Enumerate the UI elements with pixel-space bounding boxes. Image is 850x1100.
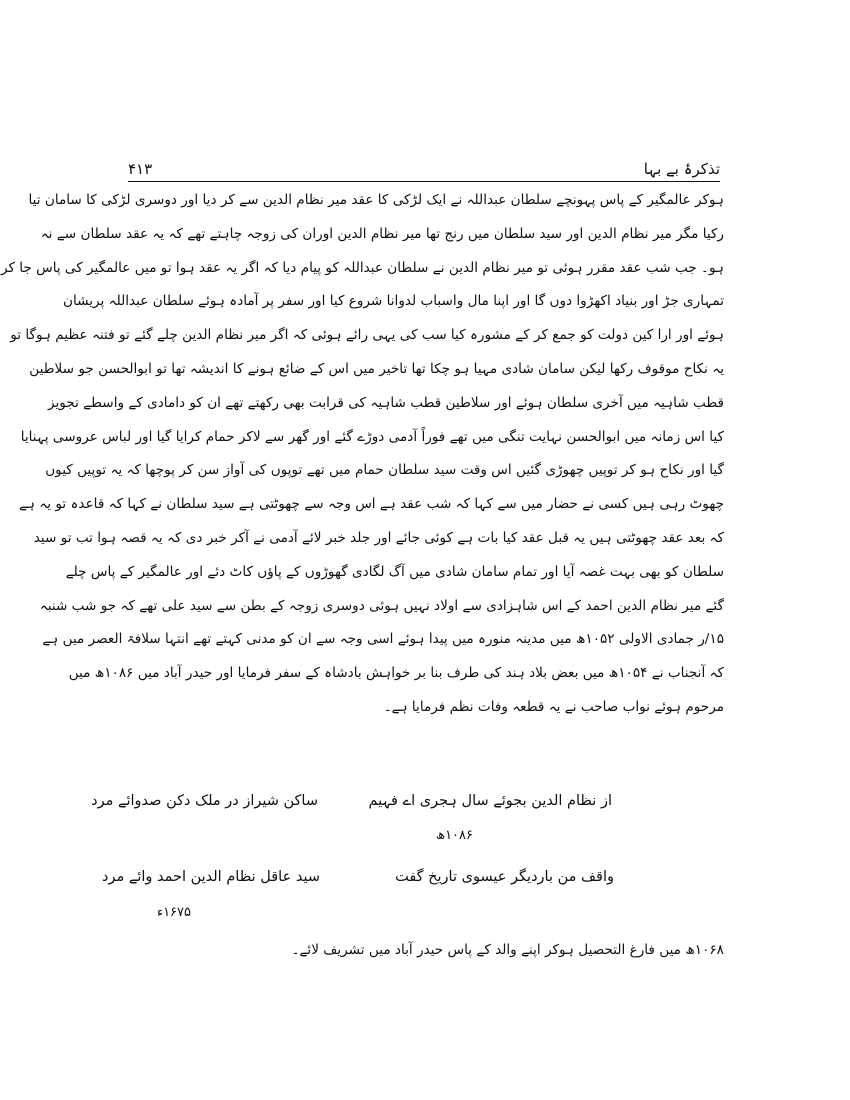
text-line: کہ بعد عقد چھوٹتی ہیں یہ قبل عقد کیا بات ہے کوئی جائے اور جلد خبر لائے آدمی نے آکر خبر دی کہ یہ قصہ ہوا تب تو سید [33,529,724,546]
text-line: رکیا مگر میر نظام الدین اور سید سلطان میں رنج تھا میر نظام الدین اوران کی زوجہ چاہتے تھے کہ یہ عقد سلطان سے نہ [40,225,724,242]
verse-1-right-hemistich: از نظام الدین بجوئے سال ہجری اے فہیم [368,793,612,809]
text-line: کہ آنجناب نے ۱۰۵۴ھ میں بعض بلاد ہند کی طرف بنا بر خواہش بادشاہ کے سفر فرمایا اور حیدر آباد میں ۱۰۸۶ھ میں [68,665,724,682]
body-text [0,184,724,725]
text-line: چھوٹ رہی ہیں کسی نے حضار میں سے کہا کہ شب عقد ہے اس وجہ سے چھوٹتی ہے سید سلطان نے کہا کہ قاعدہ تو یہ ہے [19,496,724,513]
text-line: قطب شاہیہ میں آخری سلطان ہوئے اور سلاطین قطب شاہیہ کی قرابت بھی رکھتے تھے ان کو دامادی کے واسطے تجویز [48,394,724,411]
text-line: گئے میر نظام الدین احمد کے اس شاہزادی سے اولاد نہیں ہوئی دوسری زوجہ کے بطن سے سید علی تھے کہ جو شب شنبہ [39,597,724,614]
verse-1-left-hemistich: ساکن شیراز در ملک دکن صدوائے مرد [91,793,318,809]
text-line: یہ نکاح موقوف رکھا لیکن سامان شادی مہیا ہو چکا تھا تاخیر میں اس کے ضائع ہونے کا اندیشہ تھا تو ابوالحسن جو سلاطین [29,360,724,377]
text-line: کیا اس زمانہ میں ابوالحسن نہایت تنگی میں تھے فوراً آدمی دوڑے گئے اور گھر سے لاکر حمام کرایا گیا اور لباس عروسی پہنایا [20,428,724,445]
text-line: ہو۔ جب شب عقد مقرر ہوئی تو میر نظام الدین نے سلطان عبداللہ کو پیام دیا کہ اگر یہ عقد ہوا تو میں عالمگیر کی پاس جا کر [0,259,724,276]
running-title: تذکرۂ بے بہا [643,160,720,178]
page-number: ۴۱۳ [128,160,153,178]
verse-2-left-hemistich: سید عاقل نظام الدین احمد وائے مرد [101,869,320,885]
text-line: تمہاری جڑ اور بنیاد اکھڑوا دوں گا اور اپنا مال واسباب لدوانا شروع کیا اور سفر پر آمادہ ہوئے سلطان عبداللہ پریشان [63,293,724,310]
text-line: سلطان کو بھی بہت غصہ آیا اور تمام سامان شادی میں آگ لگادی گھوڑوں کے پاؤں کاٹ دئے اور عالمگیر کے پاس چلے [65,563,724,580]
closing-line: ۱۰۶۸ھ میں فارغ التحصیل ہوکر اپنے والد کے پاس حیدر آباد میں تشریف لائے۔ [291,942,724,958]
text-line: مرحوم ہوئے نواب صاحب نے یہ قطعہ وفات نظم فرمایا ہے۔ [383,698,724,715]
text-line: گیا اور نکاح ہو کر توپیں چھوڑی گئیں اس وقت سید سلطان حمام میں تھے توپوں کی آواز سن کر پوچھا کہ یہ توپیں کیوں [45,462,724,479]
verse-1-year: ۱۰۸۶ھ [435,828,473,843]
verse-2-year: ۱۶۷۵ء [156,905,191,920]
text-line: ہوئے اور ارا کین دولت کو جمع کر کے مشورہ کیا سب کی یہی رائے ہوئی کہ اگر میر نظام الدین چلے گئے تو فتنہ عظیم ہوگا تو [10,327,724,344]
header-rule [128,181,720,182]
text-line: ہوکر عالمگیر کے پاس پہونچے سلطان عبداللہ نے ایک لڑکی کا عقد میر نظام الدین سے کر دیا اور دوسری لڑکی کا سامان تیا [28,192,724,208]
text-line: ۱۵/ر جمادی الاولی ۱۰۵۲ھ میں مدینہ منورہ میں پیدا ہوئے اسی وجہ سے ان کو مدنی کہتے تھے انتہا سلافۃ العصر میں ہے [42,631,724,648]
verse-2-right-hemistich: واقف من باردیگر عیسوی تاریخ گفت [395,869,614,885]
